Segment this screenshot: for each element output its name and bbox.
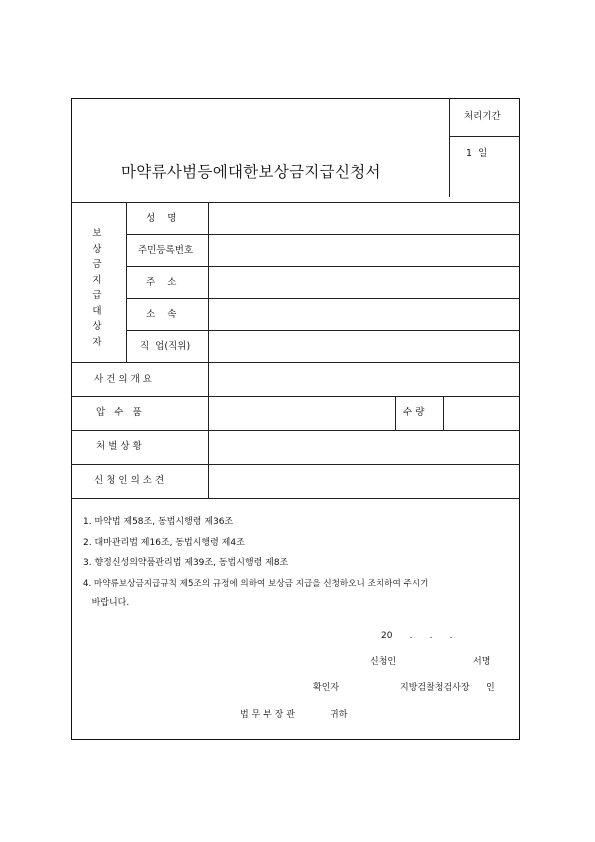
occupation-label: 직 업(직위) [140, 341, 191, 352]
group-char: 자 [92, 336, 102, 348]
occupation-field[interactable] [210, 332, 518, 361]
quantity-left-divider [395, 396, 396, 430]
group-char: 상 [92, 321, 102, 332]
group-char: 보 [92, 228, 102, 239]
case-summary-label: 사 건 의 개 요 [94, 374, 152, 385]
applicant-opinion-field[interactable] [210, 466, 518, 497]
confirmer-office: 지방검찰청검사장 [400, 683, 470, 693]
group-char: 대 [92, 305, 102, 317]
affiliation-label: 소 속 [146, 309, 177, 320]
applicant-label: 신청인 [370, 657, 397, 667]
affiliation-field[interactable] [210, 300, 518, 329]
row-divider-4 [126, 330, 520, 331]
applicant-opinion-label: 신 청 인 의 소 견 [94, 475, 165, 486]
addressee-name: 법 무 부 장 관 [240, 710, 295, 720]
label-value-divider [208, 202, 209, 498]
group-char: 금 [92, 259, 102, 270]
legal-note-4: 4. 마약류보상금지급규칙 제5조의 규정에 의하여 보상금 지급을 신청하오니 조치하여 주시기 [83, 579, 429, 589]
quantity-label: 수 량 [403, 407, 425, 418]
punishment-status-label: 처 벌 상 황 [96, 441, 142, 452]
name-label: 성 명 [146, 213, 177, 224]
seized-items-label: 압 수 품 [96, 407, 142, 418]
form-title: 마약류사범등에대한보상금지급신청서 [121, 163, 381, 181]
address-field[interactable] [210, 268, 518, 297]
resident-number-field[interactable] [210, 236, 518, 265]
resident-number-label: 주민등록번호 [138, 245, 194, 256]
group-char: 지 [92, 274, 102, 286]
address-label: 주 소 [146, 277, 177, 288]
recipient-group-label [88, 226, 106, 350]
quantity-right-divider [443, 396, 444, 430]
row-divider-9 [71, 498, 520, 499]
group-char: 급 [92, 290, 102, 301]
row-divider-2 [126, 266, 520, 267]
recipient-group-divider [126, 202, 127, 362]
header-bottom-border [71, 202, 520, 203]
legal-note-1: 1. 마약법 제58조, 동법시행령 제36조 [83, 517, 234, 527]
row-divider-1 [126, 234, 520, 235]
processing-box-left-border [449, 98, 450, 197]
application-date[interactable]: 20 . . . [381, 631, 453, 641]
quantity-field[interactable] [445, 398, 518, 429]
processing-box-divider [449, 136, 520, 137]
confirmer-label: 확인자 [313, 683, 340, 693]
row-divider-7 [71, 430, 520, 431]
processing-period-value: 1 일 [466, 148, 488, 159]
addressee-suffix: 귀하 [330, 710, 348, 720]
row-divider-6 [71, 396, 520, 397]
row-divider-8 [71, 464, 520, 465]
group-char: 상 [92, 243, 102, 255]
processing-period-label: 처리기간 [464, 111, 501, 122]
legal-note-2: 2. 대마관리법 제16조, 동법시행령 제4조 [83, 538, 245, 548]
confirmer-seal[interactable]: 인 [486, 683, 495, 693]
case-summary-field[interactable] [210, 364, 518, 395]
punishment-status-field[interactable] [210, 432, 518, 463]
row-divider-3 [126, 298, 520, 299]
legal-note-4-cont: 바랍니다. [83, 598, 130, 608]
row-divider-5 [71, 362, 520, 363]
legal-note-3: 3. 향정신성의약품관리법 제39조, 동법시행령 제8조 [83, 558, 289, 568]
name-field[interactable] [210, 204, 518, 233]
applicant-signature-field[interactable]: 서명 [473, 657, 491, 667]
seized-items-field[interactable] [210, 398, 393, 429]
